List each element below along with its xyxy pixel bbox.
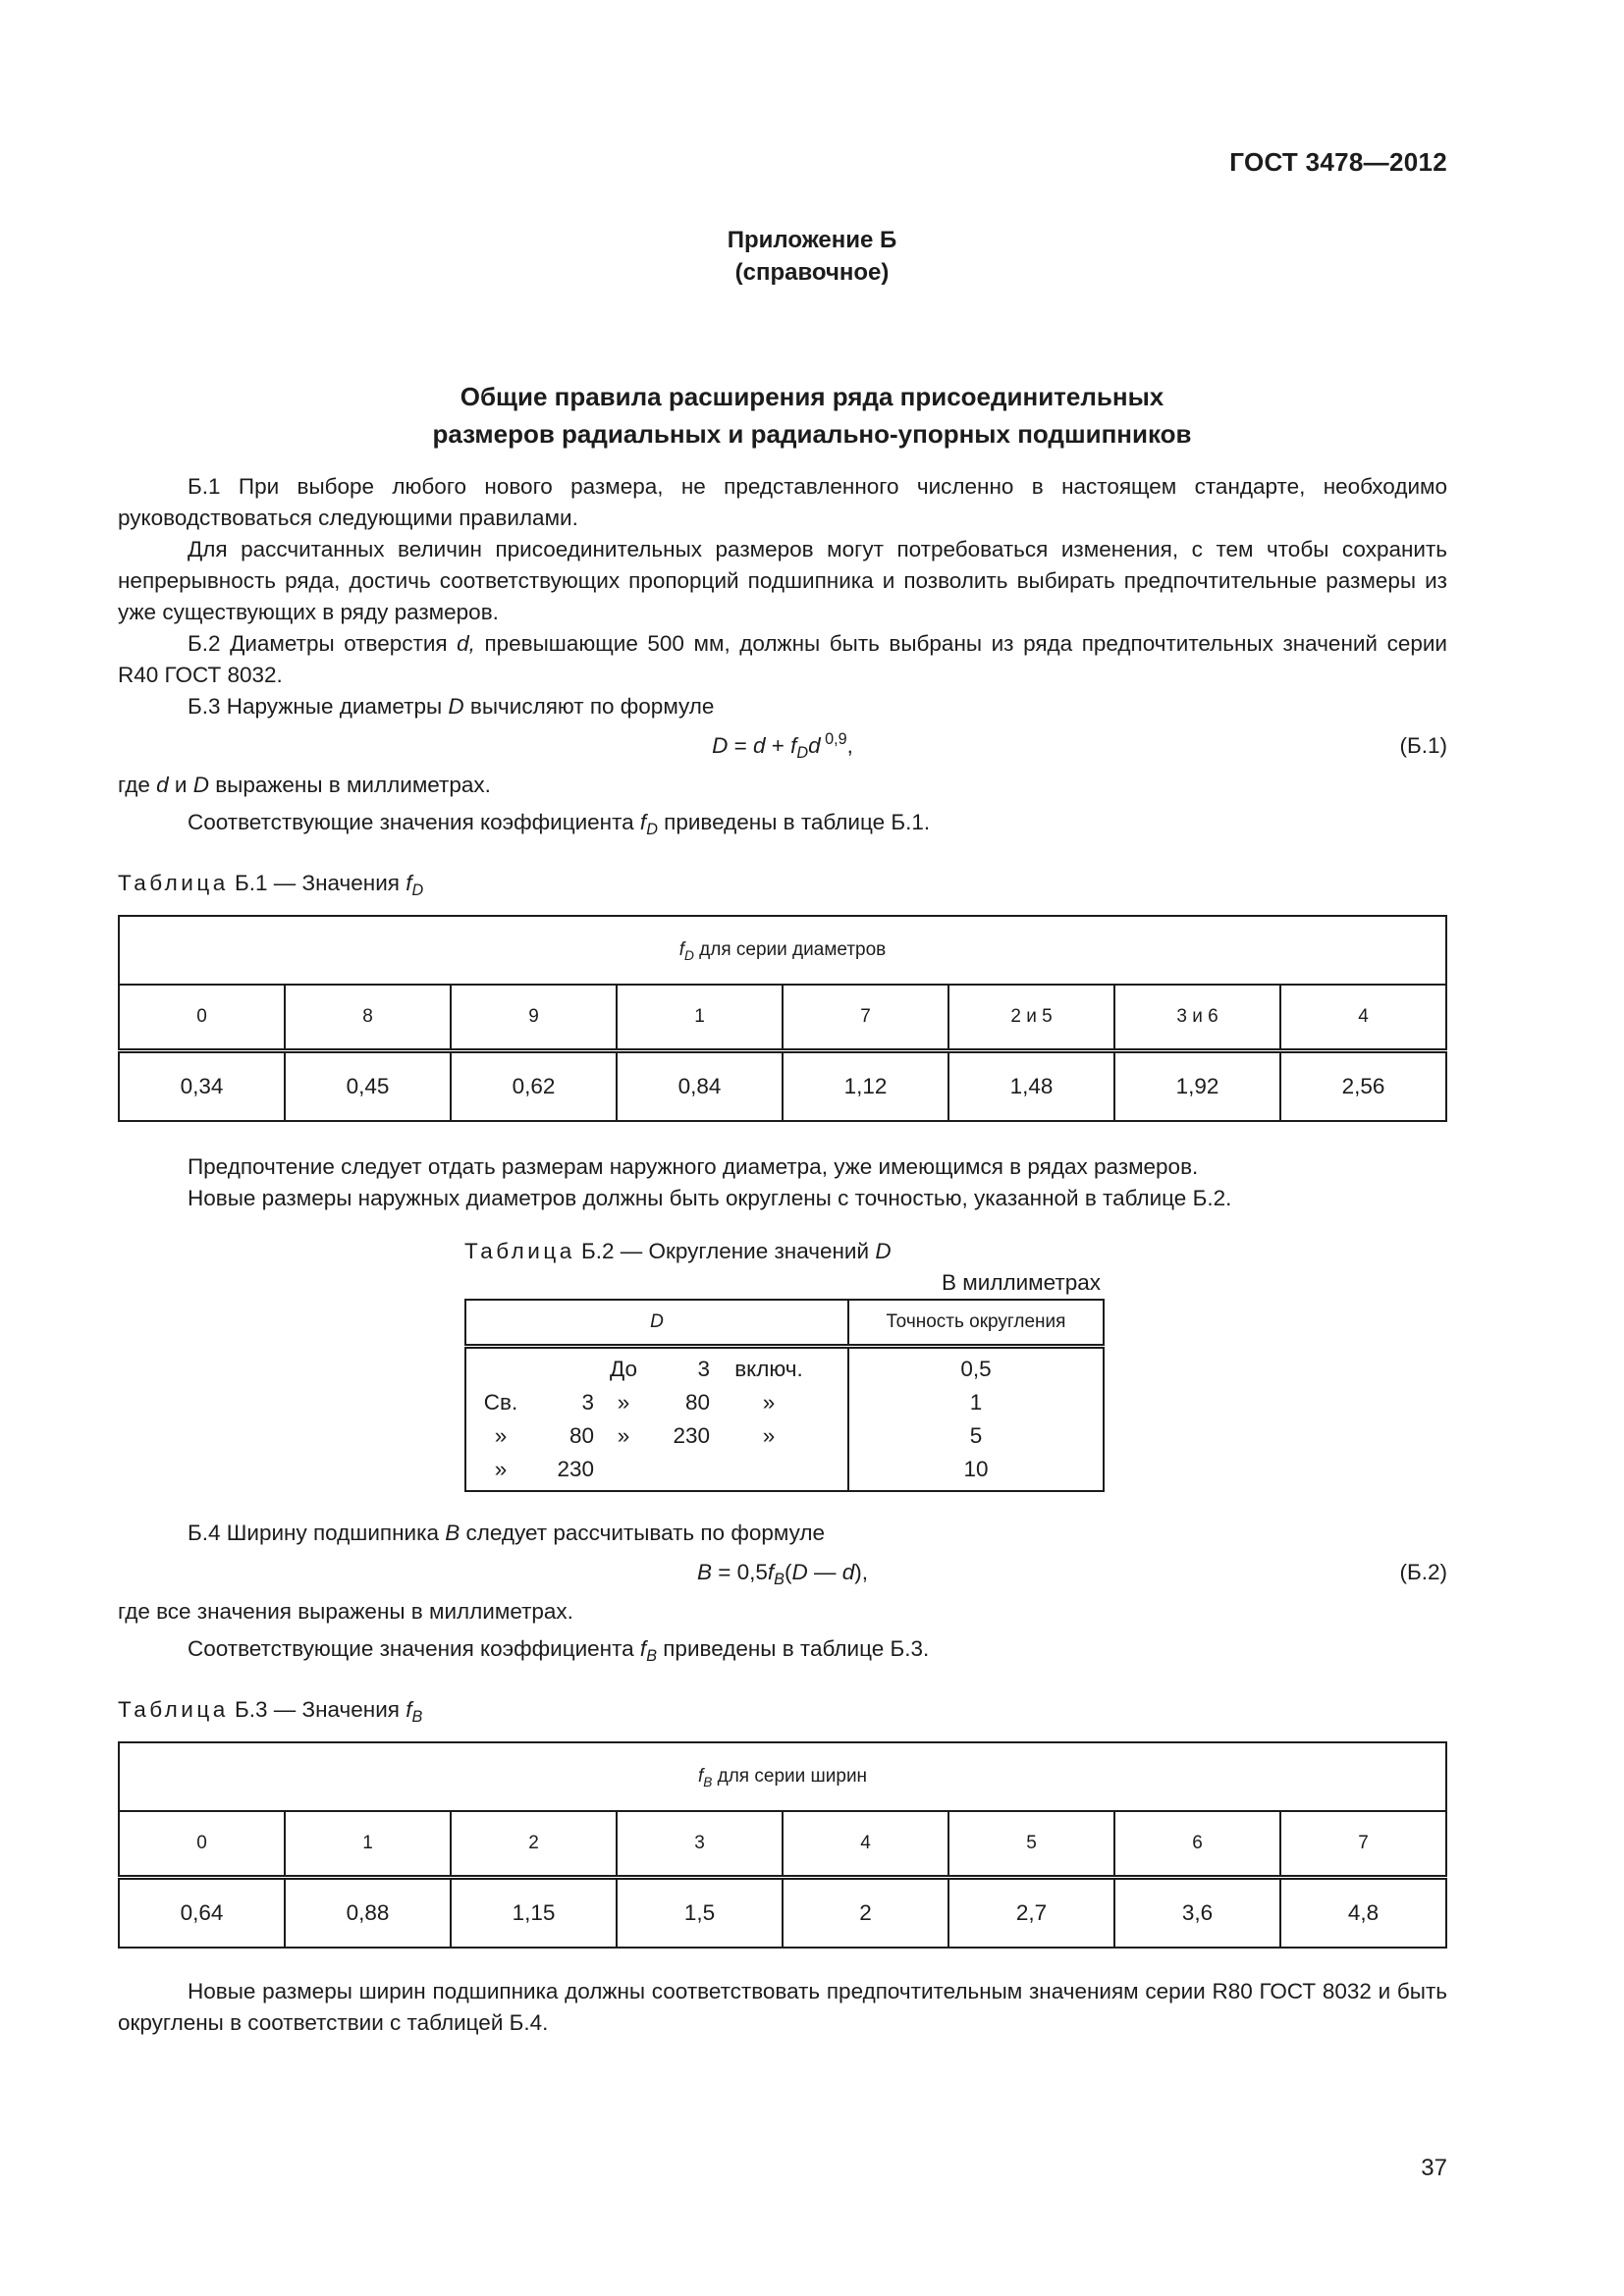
paragraph-b3-text-a: Б.3 Наружные диаметры <box>188 694 449 719</box>
table-b3-value-cell: 2 <box>783 1878 948 1949</box>
paragraph-b2 <box>118 628 1447 691</box>
where1-and: и <box>168 773 193 797</box>
table-b1-series-cell: 1 <box>617 985 783 1051</box>
table-b2-caption <box>464 1236 1103 1267</box>
table-b1-value-cell: 0,34 <box>119 1051 285 1122</box>
page-number: 37 <box>1421 2155 1447 2181</box>
coef1-f-sub: D <box>646 821 658 838</box>
coef2-text-b: приведены в таблице Б.3. <box>657 1636 930 1661</box>
formula-b2-minus: — <box>807 1560 842 1584</box>
table-b1-value-cell: 1,48 <box>948 1051 1114 1122</box>
table-b1-header-f: f <box>678 939 685 960</box>
table-b3-value-cell: 3,6 <box>1114 1878 1280 1949</box>
table-b2-ranges <box>465 1347 848 1492</box>
accuracy-value: 0,5 <box>960 1357 992 1381</box>
table-b3-value-cell: 0,88 <box>285 1878 451 1949</box>
formula-b2-lhs: B <box>696 1560 712 1584</box>
table-b1-value-cell: 2,56 <box>1280 1051 1446 1122</box>
table-b3-caption-f: f <box>406 1697 412 1722</box>
table-b1-value-cell: 0,45 <box>285 1051 451 1122</box>
formula-b1-equals: = <box>728 733 753 758</box>
table-b1-header-text: для серии диаметров <box>693 939 887 960</box>
formula-b2 <box>118 1551 1447 1594</box>
table-b2-col-d <box>465 1300 848 1347</box>
formula-b1-comma: , <box>846 733 853 758</box>
coef1-text-a: Соответствующие значения коэффициента <box>188 810 640 834</box>
table-b1-caption-f-sub: D <box>411 881 424 899</box>
paragraph-preference-1: Предпочтение следует отдать размерам наружного диаметра, уже имеющимся в рядах размеров. <box>188 1154 1199 1179</box>
range-suffix: включ. <box>734 1357 803 1381</box>
formula-b2-close-paren: ), <box>854 1560 869 1584</box>
table-b2-caption-word: Таблица <box>464 1239 575 1263</box>
table-b3-series-cell: 5 <box>948 1811 1114 1878</box>
table-b1-caption-f: f <box>406 871 412 895</box>
range-to-word: До <box>609 1357 637 1381</box>
body-text <box>118 471 1447 2039</box>
table-b3-value-cell: 1,5 <box>617 1878 783 1949</box>
formula-b2-open-paren: ( <box>784 1560 792 1584</box>
table-b2-caption-var: D <box>875 1239 892 1263</box>
section-title <box>0 378 1624 453</box>
formula-b2-f-sub: B <box>774 1571 785 1588</box>
table-b2-range-row <box>466 1453 847 1486</box>
table-b1-header-f-sub: D <box>684 948 694 963</box>
paragraph-b2-text-a: Б.2 Диаметры отверстия <box>188 631 458 656</box>
formula-b1-plus: + <box>765 733 791 758</box>
variable-d: d, <box>457 631 475 656</box>
range-to: 80 <box>684 1390 710 1415</box>
accuracy-value: 5 <box>969 1423 983 1448</box>
appendix-title: Приложение Б <box>727 227 897 253</box>
table-b2-range-row <box>466 1386 847 1419</box>
table-b1-caption-word: Таблица <box>118 871 229 895</box>
formula-b2-expression <box>118 1557 1447 1588</box>
coef2-f-sub: B <box>646 1647 657 1665</box>
table-b2-range-row <box>466 1419 847 1453</box>
formula-b1-expression <box>118 730 1447 762</box>
coef1-text-b: приведены в таблице Б.1. <box>657 810 931 834</box>
formula-b1-f: f <box>790 733 797 758</box>
coef1-f: f <box>639 810 647 834</box>
table-b1-value-cell: 1,12 <box>783 1051 948 1122</box>
table-b3-value-cell: 4,8 <box>1280 1878 1446 1949</box>
section-title-line-2: размеров радиальных и радиально-упорных подшипников <box>432 419 1192 449</box>
table-b1-caption-text: Б.1 — Значения <box>228 871 406 895</box>
paragraph-b4-text-b: следует рассчитывать по формуле <box>460 1521 825 1545</box>
paragraph-preference-2: Новые размеры наружных диаметров должны быть округлены с точностью, указанной в таблице Б.2. <box>188 1186 1232 1210</box>
table-b1-header <box>119 916 1446 985</box>
formula-b1 <box>118 724 1447 768</box>
table-b1-series-cell: 9 <box>451 985 617 1051</box>
range-from: 80 <box>568 1423 594 1448</box>
accuracy-value: 1 <box>969 1390 983 1415</box>
table-b3-series-cell: 4 <box>783 1811 948 1878</box>
table-b2-caption-text: Б.2 — Округление значений <box>574 1239 876 1263</box>
paragraph-b3-text-b: вычисляют по формуле <box>463 694 715 719</box>
where1-var-d: d <box>156 773 169 797</box>
table-b1 <box>118 915 1447 1122</box>
table-b2-range-row <box>466 1353 847 1386</box>
formula-b1-lhs: D <box>712 733 729 758</box>
paragraph-b3 <box>118 691 1447 722</box>
table-b2-col-d-label: D <box>650 1311 664 1332</box>
table-b3-value-cell: 1,15 <box>451 1878 617 1949</box>
table-b3-series-cell: 7 <box>1280 1811 1446 1878</box>
table-b1-caption <box>118 868 1447 899</box>
paragraph-b2-text-b: превышающие 500 мм, должны быть выбраны из ряда предпочтительных значений серии R40 ГОСТ 8032. <box>118 631 1447 687</box>
table-b3-series-cell: 1 <box>285 1811 451 1878</box>
table-b1-series-cell: 2 и 5 <box>948 985 1114 1051</box>
formula-b2-f: f <box>767 1560 775 1584</box>
formula-b2-D: D <box>791 1560 808 1584</box>
range-from: 230 <box>557 1457 594 1481</box>
range-from: 3 <box>581 1390 594 1415</box>
coef2-f: f <box>639 1636 647 1661</box>
range-to-word: » <box>617 1423 630 1448</box>
appendix-heading <box>0 224 1624 289</box>
range-to: 3 <box>697 1357 710 1381</box>
accuracy-value: 10 <box>963 1457 989 1481</box>
table-b1-series-cell: 8 <box>285 985 451 1051</box>
table-b3-series-cell: 2 <box>451 1811 617 1878</box>
table-b1-value-cell: 1,92 <box>1114 1051 1280 1122</box>
table-b3-value-cell: 0,64 <box>119 1878 285 1949</box>
table-b2-unit: В миллиметрах <box>942 1270 1101 1295</box>
paragraph-b4-text-a: Б.4 Ширину подшипника <box>188 1521 446 1545</box>
paragraph-b4 <box>118 1518 1447 1549</box>
table-b1-value-cell: 0,84 <box>617 1051 783 1122</box>
range-suffix: » <box>762 1423 776 1448</box>
table-b2-accuracies <box>848 1347 1104 1492</box>
table-b3-series-cell: 0 <box>119 1811 285 1878</box>
table-b1-value-cell: 0,62 <box>451 1051 617 1122</box>
table-b3-caption <box>118 1694 1447 1726</box>
coef2-text-a: Соответствующие значения коэффициента <box>188 1636 640 1661</box>
standard-code: ГОСТ 3478—2012 <box>1229 147 1447 177</box>
section-title-line-1: Общие правила расширения ряда присоединительных <box>460 382 1164 411</box>
range-prefix: Св. <box>483 1390 518 1415</box>
paragraph-b1: Б.1 При выборе любого нового размера, не представленного численно в настоящем стандарте, необходимо руководствоваться следующими правилами. <box>118 474 1447 530</box>
variable-B: B <box>445 1521 460 1545</box>
table-b2-block <box>464 1236 1103 1492</box>
table-b3-header-text: для серии ширин <box>712 1766 868 1787</box>
paragraph-final: Новые размеры ширин подшипника должны соответствовать предпочтительным значениям серии R80 ГОСТ 8032 и быть округлены в соответствии с таблицей Б.4. <box>118 1979 1447 2035</box>
table-b3 <box>118 1741 1447 1949</box>
table-b1-series-cell: 3 и 6 <box>1114 985 1280 1051</box>
table-b3-caption-f-sub: B <box>411 1708 423 1726</box>
table-b1-series-cell: 0 <box>119 985 285 1051</box>
formula-b2-number: (Б.2) <box>1399 1560 1447 1584</box>
table-b2-col-accuracy: Точность округления <box>848 1300 1104 1347</box>
formula-b2-d: d <box>841 1560 855 1584</box>
formula-b1-d: d <box>752 733 766 758</box>
paragraph-coef-1 <box>118 807 1447 838</box>
range-suffix: » <box>762 1390 776 1415</box>
where1-text-b: выражены в миллиметрах. <box>208 773 491 797</box>
table-b3-header-f-sub: B <box>703 1775 713 1789</box>
range-to-word: » <box>617 1390 630 1415</box>
table-b3-series-cell: 3 <box>617 1811 783 1878</box>
range-to: 230 <box>673 1423 710 1448</box>
appendix-subtitle: (справочное) <box>734 259 890 286</box>
formula-b2-coef: = 0,5 <box>711 1560 768 1584</box>
where1-text-a: где <box>118 773 157 797</box>
formula-b1-number: (Б.1) <box>1399 733 1447 758</box>
paragraph-b1-continued: Для рассчитанных величин присоединительных размеров могут потребоваться изменения, с тем чтобы сохранить непрерывность ряда, достичь соответствующих пропорций подшипника и позволить выбирать предпочтительные размеры из уже существующих в ряду размеров. <box>118 537 1447 624</box>
formula-b1-d-power: d <box>808 733 821 758</box>
variable-D: D <box>448 694 464 719</box>
table-b3-header <box>119 1742 1446 1811</box>
formula-b1-exponent: 0,9 <box>820 730 847 748</box>
where1-var-D: D <box>192 773 209 797</box>
range-prefix: » <box>494 1423 508 1448</box>
paragraph-coef-2 <box>118 1633 1447 1665</box>
table-b3-caption-text: Б.3 — Значения <box>228 1697 406 1722</box>
table-b1-series-cell: 7 <box>783 985 948 1051</box>
range-prefix: » <box>494 1457 508 1481</box>
formula-b1-f-sub: D <box>796 744 809 762</box>
paragraph-where-2: где все значения выражены в миллиметрах. <box>118 1599 573 1624</box>
table-b3-header-f: f <box>697 1766 704 1787</box>
table-b3-caption-word: Таблица <box>118 1697 229 1722</box>
table-b2 <box>464 1299 1105 1492</box>
table-b1-series-cell: 4 <box>1280 985 1446 1051</box>
paragraph-where-1 <box>118 770 1447 801</box>
table-b3-series-cell: 6 <box>1114 1811 1280 1878</box>
table-b3-value-cell: 2,7 <box>948 1878 1114 1949</box>
